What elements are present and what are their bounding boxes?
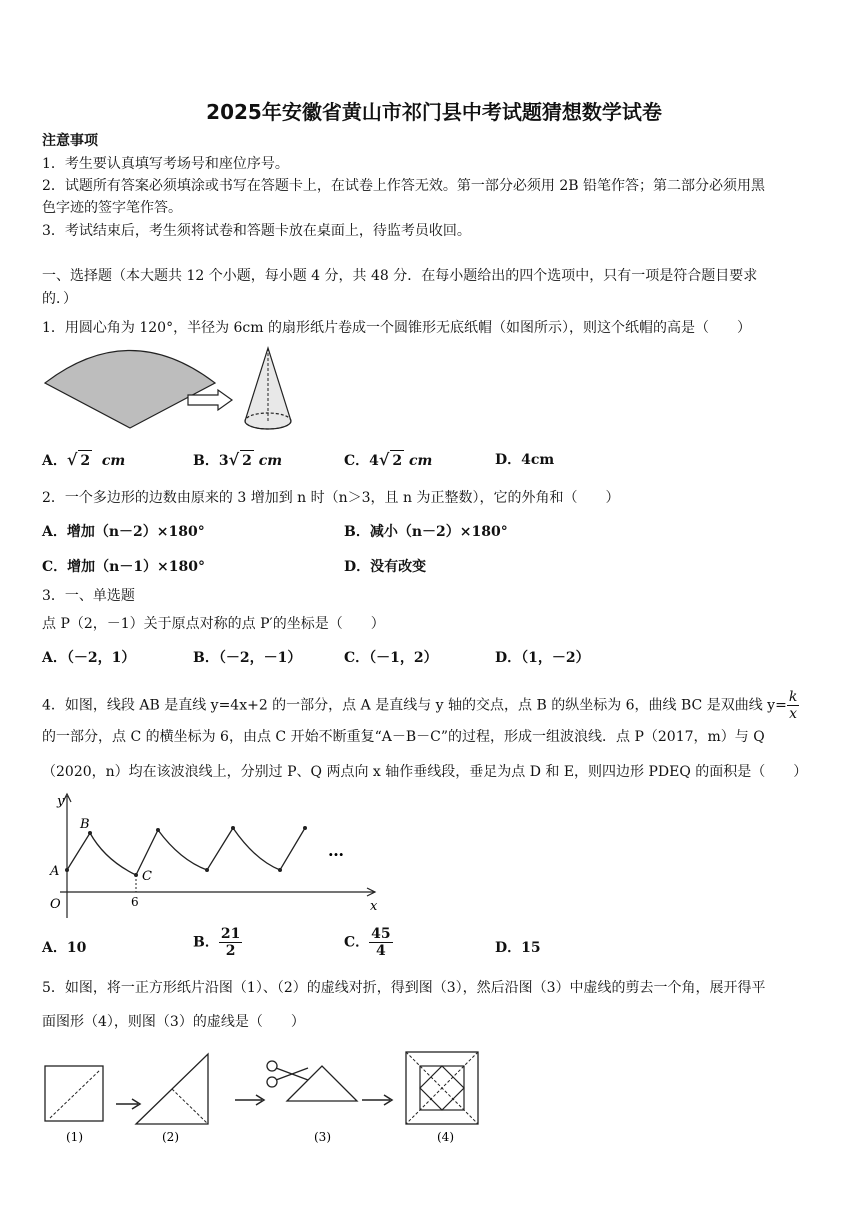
caption-1: (1) — [66, 1130, 83, 1144]
q1-option-d[interactable]: D．4cm — [495, 452, 555, 468]
wave-curve — [67, 828, 305, 875]
q5-figure — [40, 1046, 485, 1146]
notice-heading: 注意事项 — [42, 133, 98, 149]
notice-item-3: 3．考试结束后，考生须将试卷和答题卡放在桌面上，待监考员收回。 — [42, 223, 471, 239]
q2-option-b[interactable]: B．减小（n－2）×180° — [344, 524, 508, 540]
scissors-icon — [267, 1061, 308, 1087]
tick-6-label: 6 — [131, 895, 139, 909]
q1-option-b[interactable]: B．3√ 2 cm — [193, 450, 283, 469]
q4-option-c[interactable]: C． $\frac{45}{4}$ — [344, 926, 391, 959]
q1-option-c[interactable]: C．4√ 2 cm — [344, 450, 433, 469]
q2-option-d[interactable]: D．没有改变 — [344, 559, 427, 575]
q1-stem: 1．用圆心角为 120°，半径为 6cm 的扇形纸片卷成一个圆锥形无底纸帽（如图所示），则这个纸帽的高是（ ） — [42, 320, 752, 336]
q5-stem-line2: 面图形（4），则图（3）的虚线是（ ） — [42, 1014, 305, 1030]
q3-option-c[interactable]: C．（－1，2） — [344, 650, 438, 666]
q4-stem-line1: 4．如图，线段 AB 是直线 y=4x+2 的一部分，点 A 是直线与 y 轴的交点，点 B 的纵坐标为 6，曲线 BC 是双曲线 y= $\frac{k}{x}$ — [42, 689, 798, 722]
origin-label: O — [50, 897, 61, 912]
caption-3: (3) — [314, 1130, 331, 1144]
x-axis-label: x — [370, 899, 378, 914]
q5-stem-line1: 5．如图，将一正方形纸片沿图（1）、（2）的虚线对折，得到图（3），然后沿图（3）中虚线的剪去一个角，展开得平 — [42, 980, 766, 996]
q3-header: 3．一、单选题 — [42, 588, 135, 604]
point-a-label: A — [50, 864, 60, 879]
sector-shape — [45, 351, 215, 429]
caption-4: (4) — [437, 1130, 454, 1144]
q4-figure — [40, 790, 385, 925]
q2-stem: 2．一个多边形的边数由原来的 3 增加到 n 时（n＞3，且 n 为正整数），它的外角和（ ） — [42, 490, 620, 506]
q2-option-c[interactable]: C．增加（n－1）×180° — [42, 559, 206, 575]
continuation-dots: … — [328, 841, 344, 860]
q4-option-d[interactable]: D．15 — [495, 940, 541, 956]
caption-2: (2) — [162, 1130, 179, 1144]
page-title: 2025年安徽省黄山市祁门县中考试题猜想数学试卷 — [206, 100, 662, 124]
section-heading-cont: 的．） — [42, 291, 77, 307]
notice-item-1: 1．考生要认真填写考场号和座位序号。 — [42, 156, 289, 172]
point-c-label: C — [142, 869, 152, 884]
q3-option-d[interactable]: D．（1，－2） — [495, 650, 590, 666]
q4-option-a[interactable]: A．10 — [42, 940, 87, 956]
q3-option-b[interactable]: B．（－2，－1） — [193, 650, 302, 666]
q4-option-b[interactable]: B． $\frac{21}{2}$ — [193, 926, 241, 959]
notice-item-2: 2．试题所有答案必须填涂或书写在答题卡上，在试卷上作答无效。第一部分必须用 2B 铅笔作答；第二部分必须用黑 — [42, 178, 765, 194]
q3-stem: 点 P（2，－1）关于原点对称的点 P′的坐标是（ ） — [42, 616, 385, 632]
q1-option-a[interactable]: A．√ 2 cm — [42, 450, 126, 469]
q4-stem-line3: （2020，n）均在该波浪线上，分别过 P、Q 两点向 x 轴作垂线段，垂足为点 D 和 E，则四边形 PDEQ 的面积是（ ） — [42, 764, 808, 780]
notice-item-2-cont: 色字迹的签字笔作答。 — [42, 200, 182, 216]
section-heading: 一、选择题（本大题共 12 个小题，每小题 4 分，共 48 分．在每小题给出的四个选项中，只有一项是符合题目要求 — [42, 268, 758, 284]
square-shape — [45, 1066, 103, 1121]
q2-option-a[interactable]: A．增加（n－2）×180° — [42, 524, 205, 540]
q1-figure — [40, 343, 310, 443]
q3-option-a[interactable]: A．（－2，1） — [42, 650, 136, 666]
y-axis-label: y — [57, 794, 65, 809]
point-b-label: B — [80, 817, 90, 832]
q4-stem-line2: 的一部分，点 C 的横坐标为 6，由点 C 开始不断重复“A－B－C”的过程，形成一组波浪线．点 P（2017，m）与 Q — [42, 729, 765, 745]
q4-fraction: $\frac{k}{x}$ — [788, 689, 798, 722]
